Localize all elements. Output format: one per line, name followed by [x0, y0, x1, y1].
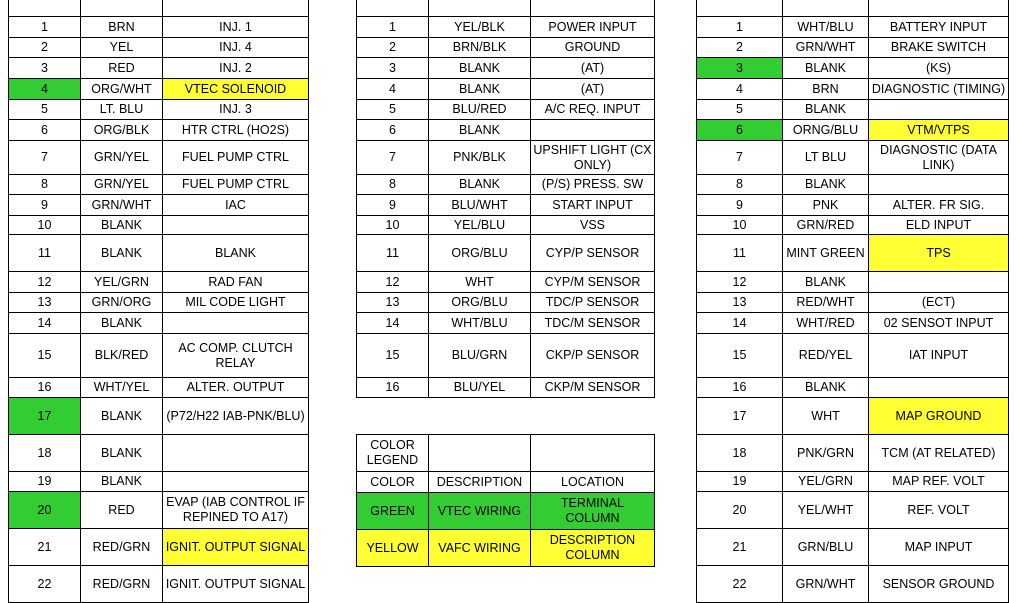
terminal-cell: 20 [697, 492, 783, 529]
terminal-cell: 6 [357, 120, 429, 141]
terminal-cell: 5 [357, 100, 429, 120]
table-row [9, 492, 309, 529]
terminal-cell: 4 [9, 79, 81, 100]
description-cell [163, 435, 309, 472]
wire-color-cell: BLK/RED [81, 334, 163, 378]
description-cell: IAC [163, 195, 309, 216]
table-row [9, 272, 309, 293]
table-row [697, 492, 1009, 529]
description-cell [163, 313, 309, 334]
table-row [357, 100, 655, 120]
wire-color-cell: BLU/WHT [429, 195, 531, 216]
terminal-cell: 15 [357, 334, 429, 378]
description-cell [869, 0, 1009, 17]
table-row [357, 195, 655, 216]
terminal-cell: 22 [9, 566, 81, 603]
table-row [9, 472, 309, 492]
terminal-cell: 12 [9, 272, 81, 293]
description-cell [163, 472, 309, 492]
terminal-cell: 4 [697, 79, 783, 100]
terminal-cell: 19 [697, 472, 783, 492]
description-cell [531, 120, 655, 141]
description-cell: TPS [869, 235, 1009, 272]
wire-color-cell: WHT/BLU [429, 313, 531, 334]
table-row [697, 398, 1009, 435]
table-row [357, 58, 655, 79]
wire-color-cell: BLU/YEL [429, 378, 531, 398]
wire-color-cell: PNK/BLK [429, 141, 531, 175]
wire-color-cell: BLANK [783, 378, 869, 398]
wire-color-cell: ORG/BLK [81, 120, 163, 141]
table-row [697, 293, 1009, 313]
wire-color-cell: BLANK [783, 58, 869, 79]
terminal-cell [697, 0, 783, 17]
legend-col-color: COLOR [357, 472, 429, 493]
terminal-cell: 13 [9, 293, 81, 313]
wire-color-cell: BRN [783, 79, 869, 100]
description-cell: VSS [531, 216, 655, 235]
terminal-cell: 20 [9, 492, 81, 529]
table-row [9, 120, 309, 141]
description-cell: CKP/M SENSOR [531, 378, 655, 398]
table-row [9, 141, 309, 175]
description-cell: INJ. 2 [163, 58, 309, 79]
wire-color-cell: MINT GREEN [783, 235, 869, 272]
wire-color-cell: GRN/WHT [783, 38, 869, 58]
description-cell: ELD INPUT [869, 216, 1009, 235]
wire-color-cell: BLANK [429, 58, 531, 79]
terminal-cell: 3 [357, 58, 429, 79]
description-cell: AC COMP. CLUTCH RELAY [163, 334, 309, 378]
table-row [697, 195, 1009, 216]
terminal-cell: 14 [357, 313, 429, 334]
table-row [697, 566, 1009, 603]
table-row [697, 235, 1009, 272]
pinout-table-b [356, 0, 655, 398]
description-cell: (ECT) [869, 293, 1009, 313]
terminal-cell: 17 [697, 398, 783, 435]
wire-color-cell: BLANK [783, 272, 869, 293]
terminal-cell: 19 [9, 472, 81, 492]
wire-color-cell: GRN/YEL [81, 175, 163, 195]
wire-color-cell: GRN/YEL [81, 141, 163, 175]
wire-color-cell: BLANK [81, 435, 163, 472]
table-row [9, 58, 309, 79]
table-row [697, 313, 1009, 334]
table-row [697, 17, 1009, 38]
wire-color-cell: LT BLU [783, 141, 869, 175]
color-legend-table [356, 434, 655, 567]
description-cell: INJ. 4 [163, 38, 309, 58]
wire-color-cell: ORG/WHT [81, 79, 163, 100]
description-cell: A/C REQ. INPUT [531, 100, 655, 120]
description-cell: FUEL PUMP CTRL [163, 175, 309, 195]
description-cell [163, 216, 309, 235]
wire-color-cell: BLANK [81, 398, 163, 435]
terminal-cell: 17 [9, 398, 81, 435]
description-cell: MAP REF. VOLT [869, 472, 1009, 492]
terminal-cell: 5 [9, 100, 81, 120]
legend-cell: DESCRIPTION COLUMN [531, 530, 655, 567]
description-cell: SENSOR GROUND [869, 566, 1009, 603]
description-cell [869, 378, 1009, 398]
terminal-cell: 8 [357, 175, 429, 195]
table-row [697, 0, 1009, 17]
wire-color-cell: WHT [783, 398, 869, 435]
description-cell: CYP/P SENSOR [531, 235, 655, 272]
terminal-cell: 15 [9, 334, 81, 378]
wire-color-cell: LT. BLU [81, 100, 163, 120]
description-cell: MAP GROUND [869, 398, 1009, 435]
terminal-cell: 18 [697, 435, 783, 472]
description-cell: (P/S) PRESS. SW [531, 175, 655, 195]
wire-color-cell: BRN [81, 17, 163, 38]
wire-color-cell: WHT/YEL [81, 378, 163, 398]
table-row [9, 79, 309, 100]
terminal-cell: 9 [357, 195, 429, 216]
description-cell [869, 100, 1009, 120]
terminal-cell: 2 [697, 38, 783, 58]
description-cell: GROUND [531, 38, 655, 58]
terminal-cell: 10 [697, 216, 783, 235]
table-row [697, 100, 1009, 120]
wire-color-cell: BLU/GRN [429, 334, 531, 378]
description-cell: START INPUT [531, 195, 655, 216]
terminal-cell: 13 [697, 293, 783, 313]
description-cell: BATTERY INPUT [869, 17, 1009, 38]
table-row [697, 79, 1009, 100]
wire-color-cell: GRN/BLU [783, 529, 869, 566]
wire-color-cell: WHT/RED [783, 313, 869, 334]
table-row [9, 435, 309, 472]
description-cell: (AT) [531, 79, 655, 100]
terminal-cell: 1 [357, 17, 429, 38]
table-row [357, 17, 655, 38]
table-row [697, 334, 1009, 378]
legend-row-green [357, 493, 655, 530]
table-row [9, 235, 309, 272]
wire-color-cell: ORG/BLU [429, 235, 531, 272]
table-row [357, 141, 655, 175]
wire-color-cell: BRN/BLK [429, 38, 531, 58]
wire-color-cell: BLANK [429, 120, 531, 141]
description-cell: IGNIT. OUTPUT SIGNAL [163, 529, 309, 566]
legend-cell: YELLOW [357, 530, 429, 567]
table-row [9, 38, 309, 58]
wire-color-cell: RED/WHT [783, 293, 869, 313]
description-cell: RAD FAN [163, 272, 309, 293]
table-row [697, 120, 1009, 141]
terminal-cell: 16 [697, 378, 783, 398]
terminal-cell: 16 [357, 378, 429, 398]
description-cell: IAT INPUT [869, 334, 1009, 378]
description-cell: ALTER. OUTPUT [163, 378, 309, 398]
wire-color-cell: YEL/BLK [429, 17, 531, 38]
wire-color-cell: BLANK [783, 100, 869, 120]
description-cell: DIAGNOSTIC (TIMING) [869, 79, 1009, 100]
terminal-cell: 14 [697, 313, 783, 334]
terminal-cell: 16 [9, 378, 81, 398]
terminal-cell: 11 [697, 235, 783, 272]
wire-color-cell: BLANK [429, 175, 531, 195]
table-row [697, 529, 1009, 566]
terminal-cell: 11 [357, 235, 429, 272]
terminal-cell: 9 [9, 195, 81, 216]
description-cell: VTEC SOLENOID [163, 79, 309, 100]
terminal-cell: 5 [697, 100, 783, 120]
terminal-cell: 10 [9, 216, 81, 235]
terminal-cell: 6 [9, 120, 81, 141]
description-cell: MAP INPUT [869, 529, 1009, 566]
table-row [357, 79, 655, 100]
description-cell: HTR CTRL (HO2S) [163, 120, 309, 141]
terminal-cell: 12 [357, 272, 429, 293]
wire-color-cell: ORG/BLU [429, 293, 531, 313]
legend-column-header-row [357, 472, 655, 493]
description-cell: BLANK [163, 235, 309, 272]
wire-color-cell: RED/GRN [81, 529, 163, 566]
wire-color-cell: RED/YEL [783, 334, 869, 378]
wire-color-cell: GRN/WHT [783, 566, 869, 603]
legend-cell: GREEN [357, 493, 429, 530]
wire-color-cell: GRN/WHT [81, 195, 163, 216]
wire-color-cell: BLU/RED [429, 100, 531, 120]
table-row [9, 100, 309, 120]
description-cell: CYP/M SENSOR [531, 272, 655, 293]
wire-color-cell: BLANK [783, 175, 869, 195]
wire-color-cell: ORNG/BLU [783, 120, 869, 141]
terminal-cell: 10 [357, 216, 429, 235]
wire-color-cell [429, 0, 531, 17]
table-row [9, 566, 309, 603]
terminal-cell: 3 [9, 58, 81, 79]
table-row [697, 435, 1009, 472]
wire-color-cell: RED/GRN [81, 566, 163, 603]
table-row [357, 38, 655, 58]
table-row [357, 235, 655, 272]
wire-color-cell: YEL/WHT [783, 492, 869, 529]
pinout-table-a [8, 0, 309, 603]
terminal-cell [357, 0, 429, 17]
table-row [9, 378, 309, 398]
description-cell [531, 0, 655, 17]
table-row [9, 334, 309, 378]
wire-color-cell: GRN/ORG [81, 293, 163, 313]
description-cell: EVAP (IAB CONTROL IF REPINED TO A17) [163, 492, 309, 529]
legend-cell: TERMINAL COLUMN [531, 493, 655, 530]
legend-row-yellow [357, 530, 655, 567]
description-cell [869, 272, 1009, 293]
table-row [357, 293, 655, 313]
terminal-cell: 1 [9, 17, 81, 38]
description-cell: IGNIT. OUTPUT SIGNAL [163, 566, 309, 603]
terminal-cell: 1 [697, 17, 783, 38]
terminal-cell: 13 [357, 293, 429, 313]
wire-color-cell: BLANK [429, 79, 531, 100]
wire-color-cell: WHT [429, 272, 531, 293]
description-cell: TDC/M SENSOR [531, 313, 655, 334]
description-cell: DIAGNOSTIC (DATA LINK) [869, 141, 1009, 175]
description-cell: POWER INPUT [531, 17, 655, 38]
terminal-cell: 15 [697, 334, 783, 378]
legend-col-location: LOCATION [531, 472, 655, 493]
terminal-cell: 9 [697, 195, 783, 216]
legend-title: COLOR LEGEND [357, 435, 429, 472]
wire-color-cell: BLANK [81, 235, 163, 272]
legend-col-description: DESCRIPTION [429, 472, 531, 493]
description-cell: VTM/VTPS [869, 120, 1009, 141]
wire-color-cell: BLANK [81, 313, 163, 334]
wire-color-cell: RED [81, 58, 163, 79]
terminal-cell: 22 [697, 566, 783, 603]
terminal-cell: 14 [9, 313, 81, 334]
table-row [357, 120, 655, 141]
table-row [9, 313, 309, 334]
description-cell: TDC/P SENSOR [531, 293, 655, 313]
description-cell: FUEL PUMP CTRL [163, 141, 309, 175]
table-row [357, 216, 655, 235]
wire-color-cell: BLANK [81, 216, 163, 235]
description-cell [163, 0, 309, 17]
table-row [9, 529, 309, 566]
wire-color-cell: YEL/GRN [81, 272, 163, 293]
table-row [697, 58, 1009, 79]
table-row [697, 141, 1009, 175]
table-row [357, 378, 655, 398]
wire-color-cell: PNK [783, 195, 869, 216]
description-cell: (KS) [869, 58, 1009, 79]
terminal-cell: 8 [697, 175, 783, 195]
wire-color-cell: YEL [81, 38, 163, 58]
description-cell: (AT) [531, 58, 655, 79]
terminal-cell [9, 0, 81, 17]
description-cell: REF. VOLT [869, 492, 1009, 529]
wire-color-cell: RED [81, 492, 163, 529]
table-row [697, 378, 1009, 398]
table-row [697, 175, 1009, 195]
table-row [357, 175, 655, 195]
description-cell: CKP/P SENSOR [531, 334, 655, 378]
terminal-cell: 2 [9, 38, 81, 58]
description-cell: MIL CODE LIGHT [163, 293, 309, 313]
legend-empty-cell [429, 435, 531, 472]
description-cell: UPSHIFT LIGHT (CX ONLY) [531, 141, 655, 175]
table-row [357, 334, 655, 378]
pinout-table-b-body [357, 0, 655, 398]
wire-color-cell: PNK/GRN [783, 435, 869, 472]
terminal-cell: 12 [697, 272, 783, 293]
terminal-cell: 8 [9, 175, 81, 195]
terminal-cell: 21 [697, 529, 783, 566]
terminal-cell: 6 [697, 120, 783, 141]
description-cell: 02 SENSOT INPUT [869, 313, 1009, 334]
pinout-table-c-body [697, 0, 1009, 603]
description-cell: BRAKE SWITCH [869, 38, 1009, 58]
table-row [9, 17, 309, 38]
legend-cell: VTEC WIRING [429, 493, 531, 530]
terminal-cell: 2 [357, 38, 429, 58]
terminal-cell: 21 [9, 529, 81, 566]
table-row [9, 398, 309, 435]
table-row [9, 175, 309, 195]
legend-header-row [357, 435, 655, 472]
table-row [697, 38, 1009, 58]
wire-color-cell: WHT/BLU [783, 17, 869, 38]
terminal-cell: 4 [357, 79, 429, 100]
wire-color-cell: BLANK [81, 472, 163, 492]
table-row [9, 216, 309, 235]
table-row [697, 216, 1009, 235]
pinout-table-c [696, 0, 1009, 603]
pinout-table-a-body [9, 0, 309, 603]
terminal-cell: 3 [697, 58, 783, 79]
terminal-cell: 7 [9, 141, 81, 175]
table-row [697, 272, 1009, 293]
terminal-cell: 11 [9, 235, 81, 272]
table-row [357, 313, 655, 334]
table-row [357, 0, 655, 17]
wire-color-cell: YEL/GRN [783, 472, 869, 492]
description-cell: INJ. 1 [163, 17, 309, 38]
terminal-cell: 7 [357, 141, 429, 175]
terminal-cell: 18 [9, 435, 81, 472]
wire-color-cell: GRN/RED [783, 216, 869, 235]
description-cell: ALTER. FR SIG. [869, 195, 1009, 216]
wire-color-cell [81, 0, 163, 17]
description-cell: (P72/H22 IAB-PNK/BLU) [163, 398, 309, 435]
terminal-cell: 7 [697, 141, 783, 175]
wire-color-cell: YEL/BLU [429, 216, 531, 235]
table-row [9, 195, 309, 216]
table-row [9, 0, 309, 17]
wire-color-cell [783, 0, 869, 17]
table-row [357, 272, 655, 293]
table-row [9, 293, 309, 313]
description-cell: INJ. 3 [163, 100, 309, 120]
legend-cell: VAFC WIRING [429, 530, 531, 567]
table-row [697, 472, 1009, 492]
description-cell: TCM (AT RELATED) [869, 435, 1009, 472]
legend-empty-cell [531, 435, 655, 472]
description-cell [869, 175, 1009, 195]
